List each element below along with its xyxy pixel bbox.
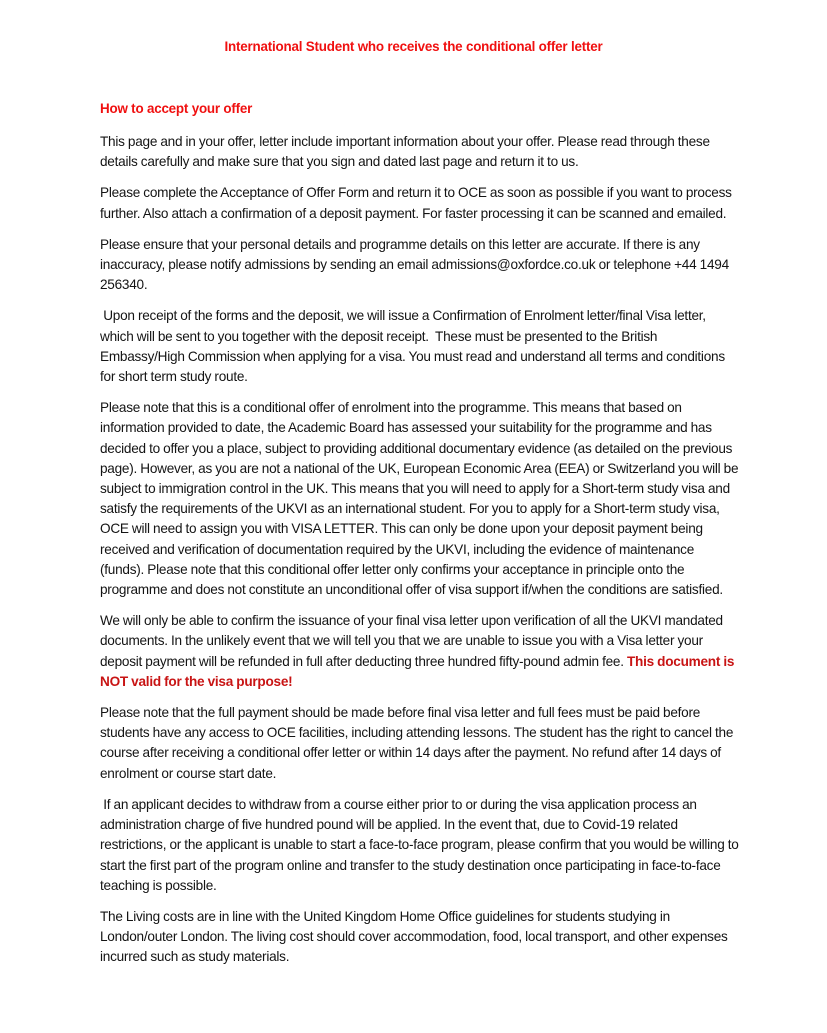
paragraph-conditional-offer: Please note that this is a conditional offer of enrolment into the programme. This means that based on information provided to date, the Academic Board has assessed your suitability for the programme and has decided to offer you a place, subject to providing additional documentary evidence (as detailed on the previous page). However, as you are not a national of the UK, European Economic Area (EEA) or Switzerland you will be subject to immigration control in the UK. This means that you will need to apply for a Short-term study visa and satisfy the requirements of the UKVI as an international student. For you to apply for a Short-term study visa, OCE will need to assign you with VISA LETTER. This can only be done upon your deposit payment being received and verification of documentation required by the UKVI, including the evidence of maintenance (funds). Please note that this conditional offer letter only confirms your acceptance in principle onto the programme and does not constitute an unconditional offer of visa support if/when the conditions are satisfied. xyxy=(100,400,742,598)
paragraph-living-costs: The Living costs are in line with the United Kingdom Home Office guidelines for students studying in London/outer London. The living cost should cover accommodation, food, local transport, and other expenses incurred such as study materials. xyxy=(100,908,731,965)
paragraph-full-payment: Please note that the full payment should be made before final visa letter and full fees must be paid before students have any access to OCE facilities, including attending lessons. The student has the right to cancel the course after receiving a conditional offer letter or within 14 days after the payment. No refund after 14 days of enrolment or course start date. xyxy=(100,705,737,781)
paragraph-confirmation-enrolment: Upon receipt of the forms and the deposit, we will issue a Confirmation of Enrolment letter/final Visa letter, which will be sent to you together with the deposit receipt. These must be presented to the British Embassy/High Commission when applying for a visa. You must read and understand all terms and conditions for short term study route. xyxy=(100,308,729,385)
visa-issuance-text: We will only be able to confirm the issuance of your final visa letter upon verification of all the UKVI mandated documents. In the unlikely event that we will tell you that we are unable to issue you with a Visa letter your deposit payment will be refunded in full after deducting three hundred fifty-pound admin fee. xyxy=(100,613,727,669)
paragraph-acceptance-form: Please complete the Acceptance of Offer Form and return it to OCE as soon as possible if you want to process further. Also attach a confirmation of a deposit payment. For faster processing it can be scanned and emailed. xyxy=(100,185,735,221)
document-body xyxy=(100,132,740,979)
paragraph-personal-details: Please ensure that your personal details and programme details on this letter are accurate. If there is any inaccuracy, please notify admissions by sending an email admissions@oxfordce.co.uk or telephone +44 1494 256340. xyxy=(100,236,733,293)
paragraph-offer-info: This page and in your offer, letter include important information about your offer. Please read through these details carefully and make sure that you sign and dated last page and return it to us. xyxy=(100,134,714,170)
visa-warning-text: This document is NOT valid for the visa purpose! xyxy=(100,653,738,689)
section-heading: How to accept your offer xyxy=(100,101,253,116)
paragraph-withdrawal: If an applicant decides to withdraw from a course either prior to or during the visa application process an administration charge of five hundred pound will be applied. In the event that, due to Covid-19 related restrictions, or the applicant is unable to start a face-to-face program, please confirm that you would be willing to start the first part of the program online and transfer to the study destination once participating in face-to-face teaching is possible. xyxy=(100,796,742,893)
paragraph-visa-issuance xyxy=(100,611,740,692)
document-title: International Student who receives the conditional offer letter xyxy=(224,39,603,54)
